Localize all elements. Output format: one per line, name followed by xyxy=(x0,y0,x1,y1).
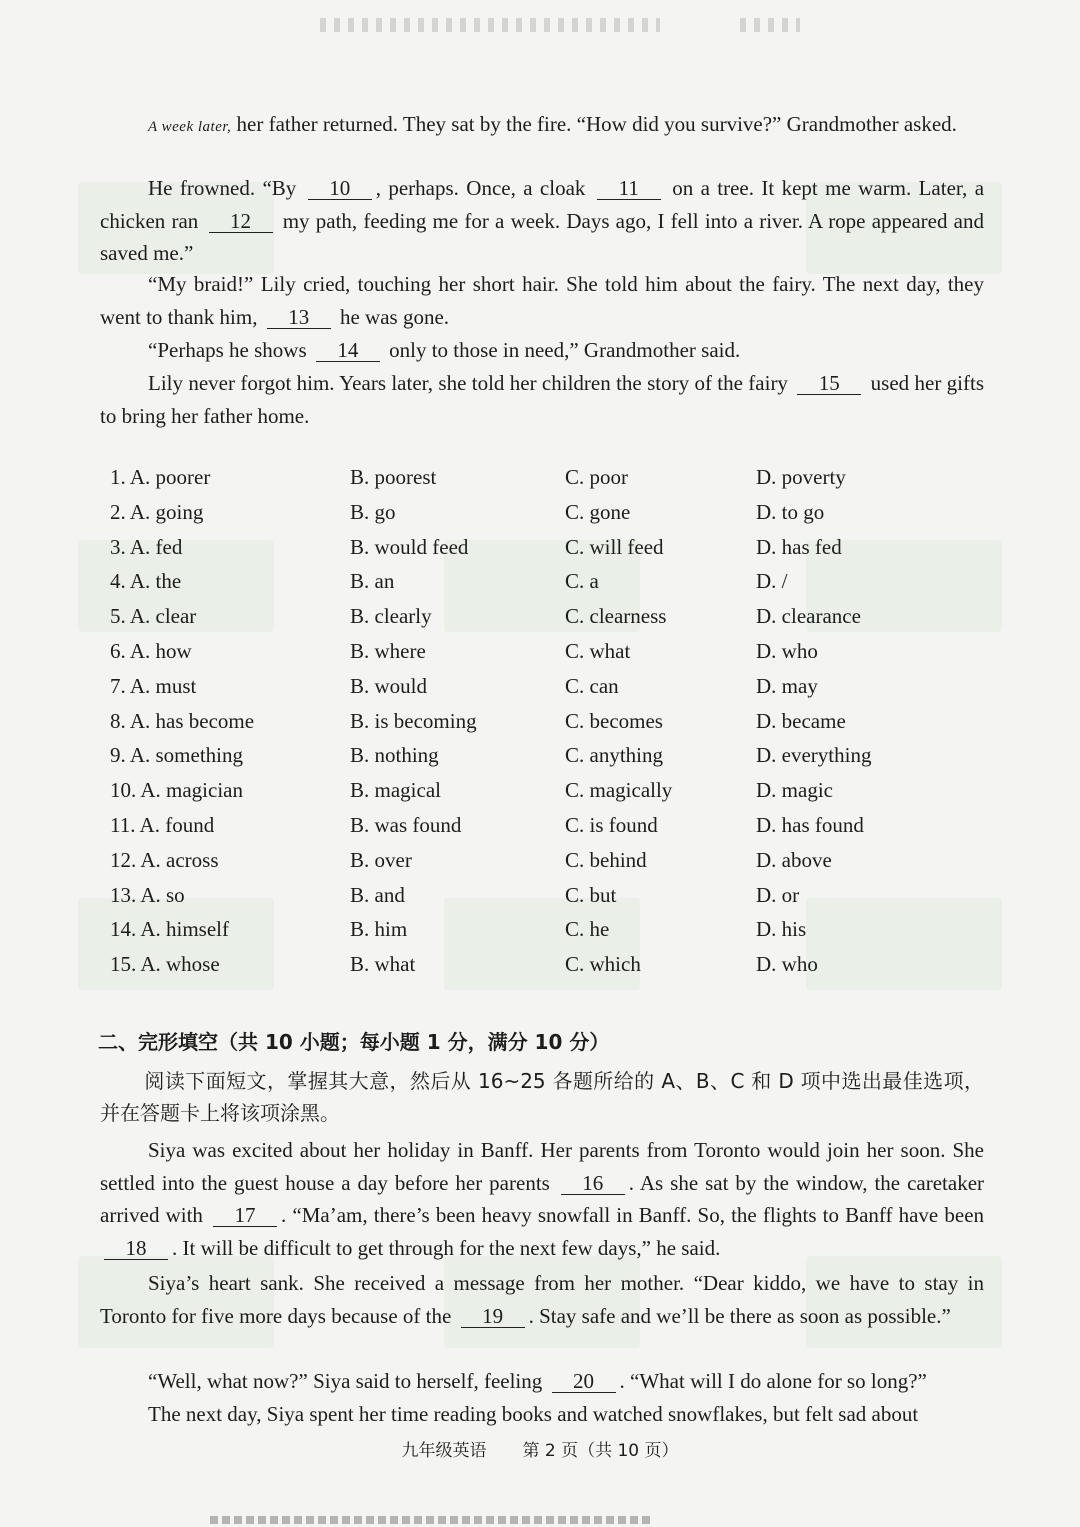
option-row: 9. A. something B. nothing C. anything D. everything xyxy=(110,743,872,768)
page-footer xyxy=(0,1436,1080,1461)
section-title: 二、完形填空（共 10 小题；每小题 1 分，满分 10 分） xyxy=(98,1030,610,1054)
scan-artifact-bottom xyxy=(210,1516,650,1524)
passage2-paragraph-1: Siya was excited about her holiday in Banff. Her parents from Toronto would join her soon. She settled into the guest house a day before her parents 16 . As she sat by the window, the caretaker arrived with 17 . “Ma’am, there’s been heavy snowfall in Banff. So, the flights to Banff have been 18 . It will be difficult to get through for the next few days,” he said. xyxy=(100,1138,985,1260)
footer-page-number: 第 2 页（共 10 页） xyxy=(522,1441,679,1461)
option-row: 10. A. magician B. magical C. magically D. magic xyxy=(110,778,833,803)
option-row: 15. A. whose B. what C. which D. who xyxy=(110,952,818,977)
option-row: 12. A. across B. over C. behind D. above xyxy=(110,847,832,872)
passage-paragraph-5: Lily never forgot him. Years later, she told her children the story of the fairy 15 used her gifts to bring her father home. xyxy=(100,371,984,428)
blank-19: 19 xyxy=(461,1305,525,1328)
option-row: 8. A. has become B. is becoming C. becomes D. became xyxy=(110,708,846,733)
option-row: 11. A. found B. was found C. is found D. has found xyxy=(110,812,864,837)
blank-14: 14 xyxy=(316,339,380,362)
blank-18: 18 xyxy=(104,1237,168,1260)
passage-paragraph-2: He frowned. “By 10 , perhaps. Once, a cloak 11 on a tree. It kept me warm. Later, a chicken ran 12 my path, feeding me for a week. Days ago, I fell into a river. A rope appeared and saved me.” xyxy=(100,176,985,265)
option-row: 2. A. going B. go C. gone D. to go xyxy=(110,499,825,524)
option-row: 6. A. how B. where C. what D. who xyxy=(110,638,818,663)
option-row: 7. A. must B. would C. can D. may xyxy=(110,673,818,698)
option-row: 1. A. poorer B. poorest C. poor D. poverty xyxy=(110,465,846,489)
passage2-paragraph-3: “Well, what now?” Siya said to herself, feeling 20 . “What will I do alone for so long?” xyxy=(148,1369,927,1393)
passage-paragraph-3: “My braid!” Lily cried, touching her short hair. She told him about the fairy. The next day, they went to thank him, 13 he was gone. xyxy=(100,272,984,329)
option-row: 4. A. the B. an C. a D. / xyxy=(110,569,788,594)
option-row: 5. A. clear B. clearly C. clearness D. clearance xyxy=(110,604,861,629)
blank-11: 11 xyxy=(597,177,661,200)
blank-10: 10 xyxy=(308,177,372,200)
blank-17: 17 xyxy=(213,1204,277,1227)
blank-16: 16 xyxy=(561,1172,625,1195)
passage2-paragraph-4: The next day, Siya spent her time reading books and watched snowflakes, but felt sad about xyxy=(148,1402,919,1426)
passage-paragraph-1: A week later, her father returned. They sat by the fire. “How did you survive?” Grandmother asked. xyxy=(148,112,957,136)
passage2-paragraph-2: Siya’s heart sank. She received a message from her mother. “Dear kiddo, we have to stay in Toronto for five more days because of the 19 . Stay safe and we’ll be there as soon as possible.” xyxy=(100,1271,984,1328)
blank-13: 13 xyxy=(267,306,331,329)
blank-20: 20 xyxy=(552,1370,616,1393)
option-row: 14. A. himself B. him C. he D. his xyxy=(110,917,807,942)
section-instruction: 阅读下面短文，掌握其大意，然后从 16~25 各题所给的 A、B、C 和 D 项中选出最佳选项，并在答题卡上将该项涂黑。 xyxy=(100,1069,984,1125)
scan-artifact-top xyxy=(320,18,660,32)
blank-12: 12 xyxy=(209,210,273,233)
option-row: 3. A. fed B. would feed C. will feed D. has fed xyxy=(110,534,842,559)
blank-15: 15 xyxy=(797,372,861,395)
scan-artifact-top-right xyxy=(740,18,800,32)
options-table xyxy=(110,465,970,987)
option-row: 13. A. so B. and C. but D. or xyxy=(110,882,800,907)
footer-subject: 九年级英语 xyxy=(401,1441,487,1461)
passage-paragraph-4: “Perhaps he shows 14 only to those in need,” Grandmother said. xyxy=(148,338,741,362)
